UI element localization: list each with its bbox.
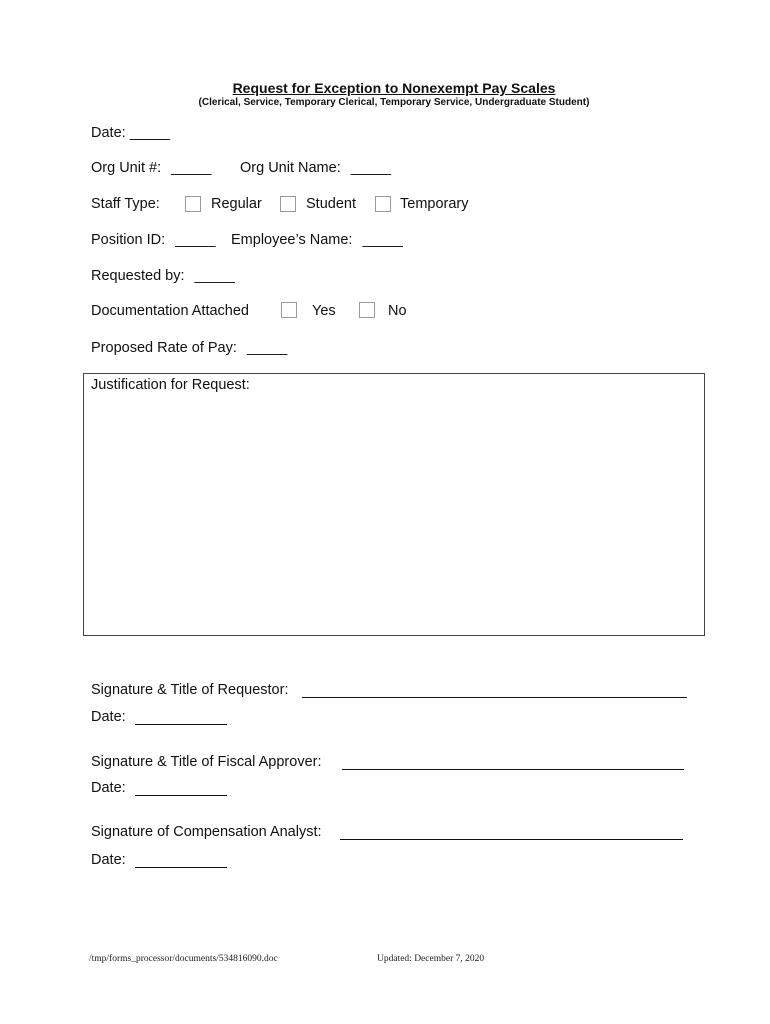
analyst-signature-line[interactable]	[340, 839, 683, 840]
staff-type-temporary-checkbox[interactable]	[375, 196, 391, 212]
org-unit-name-row	[240, 160, 391, 176]
analyst-date-label: Date:	[91, 852, 126, 868]
documentation-no-checkbox[interactable]	[359, 302, 375, 318]
org-unit-row	[91, 160, 211, 176]
staff-type-regular-checkbox[interactable]	[185, 196, 201, 212]
documentation-no-label: No	[388, 303, 407, 319]
fiscal-signature-line[interactable]	[342, 769, 684, 770]
org-unit-name-label: Org Unit Name:	[240, 160, 341, 176]
proposed-rate-value[interactable]: _____	[246, 340, 288, 356]
position-id-label: Position ID:	[91, 232, 166, 248]
org-unit-name-value[interactable]: _____	[350, 160, 392, 176]
fiscal-date-label: Date:	[91, 780, 126, 796]
staff-type-student-label: Student	[306, 196, 356, 212]
staff-type-temporary-label: Temporary	[400, 196, 469, 212]
requested-by-value[interactable]: _____	[194, 268, 235, 284]
employee-name-label: Employee’s Name:	[231, 232, 353, 248]
requestor-date-line[interactable]	[135, 724, 227, 725]
analyst-signature-label: Signature of Compensation Analyst:	[91, 824, 322, 840]
position-id-row	[91, 232, 216, 248]
documentation-label: Documentation Attached	[91, 303, 249, 319]
org-unit-label: Org Unit #:	[91, 160, 162, 176]
fiscal-signature-label: Signature & Title of Fiscal Approver:	[91, 754, 322, 770]
documentation-yes-label: Yes	[312, 303, 336, 319]
date-label: Date:	[91, 125, 126, 141]
form-subtitle: (Clerical, Service, Temporary Clerical, Temporary Service, Undergraduate Student)	[198, 97, 590, 108]
date-row	[91, 125, 170, 141]
employee-name-value[interactable]: _____	[362, 232, 403, 248]
form-title: Request for Exception to Nonexempt Pay Scales	[232, 80, 556, 96]
requestor-signature-label: Signature & Title of Requestor:	[91, 682, 289, 698]
position-id-value[interactable]: _____	[175, 232, 216, 248]
employee-name-row	[231, 232, 403, 248]
requestor-signature-line[interactable]	[302, 697, 687, 698]
org-unit-value[interactable]: _____	[171, 160, 212, 176]
documentation-yes-checkbox[interactable]	[281, 302, 297, 318]
requested-by-row	[91, 268, 235, 284]
requested-by-label: Requested by:	[91, 268, 185, 284]
fiscal-date-line[interactable]	[135, 795, 227, 796]
date-value[interactable]: _____	[129, 125, 171, 141]
footer-file-path: /tmp/forms_processor/documents/534816090.doc	[89, 954, 278, 964]
footer-updated-date: Updated: December 7, 2020	[377, 954, 485, 964]
staff-type-regular-label: Regular	[211, 196, 262, 212]
proposed-rate-row	[91, 340, 287, 356]
proposed-rate-label: Proposed Rate of Pay:	[91, 340, 237, 356]
staff-type-student-checkbox[interactable]	[280, 196, 296, 212]
requestor-date-label: Date:	[91, 709, 126, 725]
analyst-date-line[interactable]	[135, 867, 227, 868]
justification-textbox[interactable]	[83, 373, 705, 636]
justification-label: Justification for Request:	[91, 377, 250, 393]
staff-type-label: Staff Type:	[91, 196, 160, 212]
